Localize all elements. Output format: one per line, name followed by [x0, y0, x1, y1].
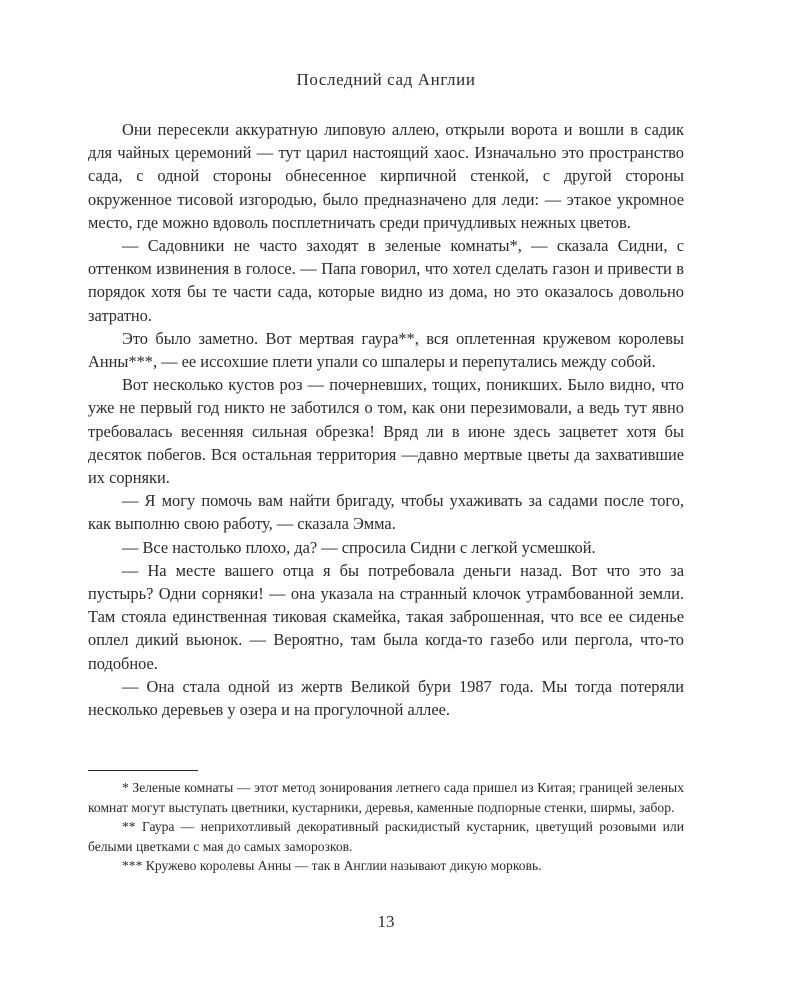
paragraph: — Садовники не часто заходят в зеленые комнаты*, — сказала Сидни, с оттенком извинения в голосе. — Папа говорил, что хотел сделать газон и привести в порядок хотя бы те части сада, которые видно из дома, но это оказалось довольно затратно.: [88, 236, 684, 325]
main-text: [88, 118, 684, 721]
paragraph: — Я могу помочь вам найти бригаду, чтобы ухаживать за садами после того, как выполню свою работу, — сказала Эмма.: [88, 491, 684, 534]
paragraph: Они пересекли аккуратную липовую аллею, открыли ворота и вошли в садик для чайных церемоний — тут царил настоящий хаос. Изначально это пространство сада, с одной стороны обнесенное кирпичной стенкой, с другой стороны окруженное тисовой изгородью, было предназначено для леди: — этакое укромное место, где можно вдоволь посплетничать среди причудливых нежных цветов.: [88, 120, 684, 232]
footnotes: [88, 778, 684, 876]
footnote: *** Кружево королевы Анны — так в Англии называют дикую морковь.: [122, 858, 542, 874]
paragraph: — Она стала одной из жертв Великой бури 1987 года. Мы тогда потеряли несколько деревьев у озера и на прогулочной аллее.: [88, 676, 684, 720]
paragraph: — На месте вашего отца я бы потребовала деньги назад. Вот что это за пустырь? Одни сорняки! — она указала на странный клочок утрамбованной земли. Там стояла единственная тиковая скамейка, такая заброшенная, что все ее сиденье оплел дикий вьюнок. — Вероятно, там была когда-то газебо или пергола, что-то подобное.: [88, 560, 684, 673]
footnote: ** Гаура — неприхотливый декоративный раскидистый кустарник, цветущий розовыми или белыми цветками с мая до самых заморозков.: [88, 819, 684, 854]
paragraph: — Все настолько плохо, да? — спросила Сидни с легкой усмешкой.: [122, 537, 596, 557]
page-number: 13: [377, 912, 395, 931]
footnote-separator: [88, 770, 198, 771]
footnote: * Зеленые комнаты — этот метод зонирования летнего сада пришел из Китая; границей зеленых комнат могут выступать цветники, кустарники, деревья, каменные подпорные стенки, ширмы, забор.: [88, 780, 684, 815]
running-title: Последний сад Англии: [296, 70, 476, 89]
book-page: [88, 0, 684, 1000]
paragraph: Это было заметно. Вот мертвая гаура**, вся оплетенная кружевом королевы Анны***, — ее иссохшие плети упали со шпалеры и перепутались между собой.: [88, 328, 684, 372]
paragraph: Вот несколько кустов роз — почерневших, тощих, поникших. Было видно, что уже не первый год никто не заботился о том, как они перезимовали, а ведь тут явно требовалась весенняя сильная обрезка! Вряд ли в июне здесь зацветет хотя бы десяток побегов. Вся остальная территория —давно мертвые цветы да захватившие их сорняки.: [88, 375, 684, 488]
